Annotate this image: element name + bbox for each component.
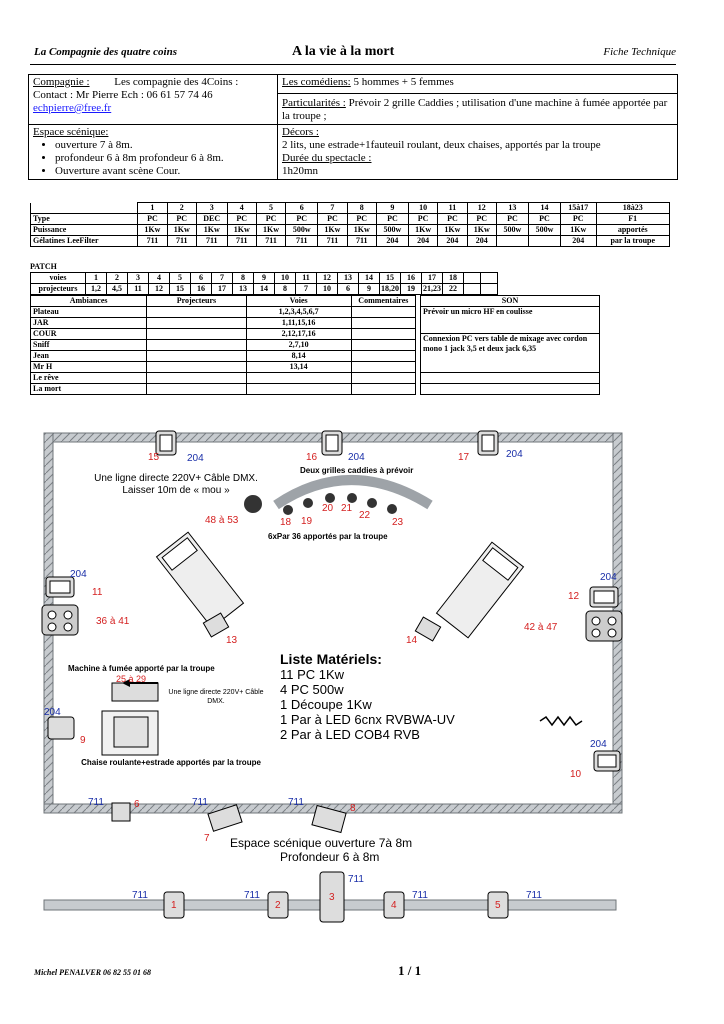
materiel-list bbox=[280, 652, 455, 742]
table-cell: 1Kw bbox=[561, 225, 596, 236]
row-label: Type bbox=[31, 214, 138, 225]
decors-value: 2 lits, une estrade+1fauteuil roulant, deux chaises, apportés par la troupe bbox=[282, 139, 601, 151]
range-36-label: 36 à 41 bbox=[96, 616, 130, 627]
espace-item: • Ouverture avant scène Cour. bbox=[55, 165, 273, 178]
table-cell: 7 bbox=[212, 273, 233, 284]
projectors-table bbox=[30, 202, 670, 247]
ambiances-table bbox=[30, 295, 416, 395]
machine-text: Machine à fumée apporté par la troupe bbox=[68, 664, 215, 673]
table-cell: 500w bbox=[286, 225, 318, 236]
par36-text: 6xPar 36 apportés par la troupe bbox=[268, 532, 388, 541]
duree-value: 1h20mn bbox=[282, 165, 319, 177]
table-cell bbox=[147, 362, 246, 373]
svg-text:23: 23 bbox=[392, 517, 404, 528]
ambiance-voies bbox=[246, 373, 351, 384]
table-row bbox=[31, 236, 670, 247]
patch-title: PATCH bbox=[30, 262, 57, 271]
spot-17 bbox=[478, 431, 498, 455]
table-cell: 1Kw bbox=[318, 225, 347, 236]
table-cell: 2 bbox=[107, 273, 128, 284]
table-row bbox=[31, 373, 416, 384]
table-cell: 711 bbox=[286, 236, 318, 247]
spot-14 bbox=[415, 617, 440, 641]
svg-text:10: 10 bbox=[570, 769, 582, 780]
table-cell: 10 bbox=[317, 284, 338, 295]
table-row bbox=[31, 340, 416, 351]
svg-text:6: 6 bbox=[134, 799, 140, 810]
table-cell: 204 bbox=[408, 236, 437, 247]
table-cell bbox=[528, 236, 560, 247]
ambiance-voies: 8,14 bbox=[246, 351, 351, 362]
comediens-cell bbox=[278, 75, 678, 125]
table-cell: 711 bbox=[318, 236, 347, 247]
espace-item: • ouverture 7 à 8m. bbox=[55, 139, 273, 152]
table-cell bbox=[481, 284, 498, 295]
table-cell: PC bbox=[227, 214, 256, 225]
table-cell: F1 bbox=[596, 214, 670, 225]
projector-number: 5 bbox=[256, 203, 285, 214]
table-cell: 3 bbox=[128, 273, 149, 284]
table-cell: 204 bbox=[438, 236, 467, 247]
range-48-label: 48 à 53 bbox=[205, 515, 239, 526]
ambiance-name: La mort bbox=[31, 384, 147, 395]
projector-number: 18à23 bbox=[596, 203, 670, 214]
column-header: Commentaires bbox=[351, 296, 415, 307]
svg-text:204: 204 bbox=[187, 453, 204, 464]
company-name: La Compagnie des quatre coins bbox=[34, 46, 178, 58]
projector-number: 13 bbox=[496, 203, 528, 214]
table-cell: 13 bbox=[233, 284, 254, 295]
table-cell: 711 bbox=[167, 236, 196, 247]
table-cell bbox=[147, 340, 246, 351]
spot-11 bbox=[46, 577, 74, 597]
table-cell: 19 bbox=[401, 284, 422, 295]
svg-text:5: 5 bbox=[495, 900, 501, 911]
table-cell: 5 bbox=[170, 273, 191, 284]
table-cell: 4,5 bbox=[107, 284, 128, 295]
svg-text:204: 204 bbox=[600, 572, 617, 583]
table-row bbox=[31, 362, 416, 373]
table-row bbox=[31, 329, 416, 340]
decors-cell bbox=[278, 125, 678, 180]
materiel-item: 1 Par à LED 6cnx RVBWA-UV bbox=[280, 712, 455, 727]
table-cell bbox=[351, 362, 415, 373]
ambiance-voies: 1,2,3,4,5,6,7 bbox=[246, 307, 351, 318]
table-cell: PC bbox=[408, 214, 437, 225]
table-cell: 6 bbox=[338, 284, 359, 295]
grilles-text: Deux grilles caddies à prévoir bbox=[300, 466, 414, 475]
table-cell: 500w bbox=[528, 225, 560, 236]
svg-text:711: 711 bbox=[288, 797, 304, 808]
table-cell: 1Kw bbox=[196, 225, 227, 236]
corner-cell bbox=[31, 203, 138, 214]
table-cell: 1Kw bbox=[138, 225, 167, 236]
son-empty bbox=[421, 384, 600, 395]
table-cell: 16 bbox=[401, 273, 422, 284]
table-cell: 7 bbox=[296, 284, 317, 295]
table-cell: 11 bbox=[128, 284, 149, 295]
materiel-item: 2 Par à LED COB4 RVB bbox=[280, 727, 420, 742]
table-cell: 10 bbox=[275, 273, 296, 284]
particularites-label: Particularités : bbox=[282, 97, 346, 109]
table-cell: 15 bbox=[170, 284, 191, 295]
svg-text:18: 18 bbox=[280, 517, 292, 528]
table-cell bbox=[147, 307, 246, 318]
ambiance-name: Jean bbox=[31, 351, 147, 362]
svg-text:15: 15 bbox=[148, 452, 160, 463]
table-cell: 1Kw bbox=[408, 225, 437, 236]
table-cell: 12 bbox=[149, 284, 170, 295]
led-fixture bbox=[244, 495, 262, 513]
doc-type: Fiche Technique bbox=[603, 46, 676, 58]
fog-machine bbox=[112, 683, 158, 701]
table-cell: 500w bbox=[496, 225, 528, 236]
table-cell: DEC bbox=[196, 214, 227, 225]
table-cell bbox=[351, 373, 415, 384]
svg-text:711: 711 bbox=[348, 874, 364, 885]
projector-number: 14 bbox=[528, 203, 560, 214]
svg-text:711: 711 bbox=[88, 797, 104, 808]
son-line2: Connexion PC vers table de mixage avec cordon mono 1 jack 3,5 et deux jack 6,35 bbox=[421, 334, 600, 373]
table-cell: 17 bbox=[212, 284, 233, 295]
table-row bbox=[31, 203, 670, 214]
svg-text:13: 13 bbox=[226, 635, 238, 646]
svg-text:204: 204 bbox=[348, 452, 365, 463]
ligne-directe-text: Une ligne directe 220V+ Câble DMX. Laisser 10m de « mou » bbox=[94, 473, 258, 496]
table-cell: 22 bbox=[443, 284, 464, 295]
table-cell bbox=[351, 318, 415, 329]
table-row bbox=[31, 296, 416, 307]
spot-12 bbox=[590, 587, 618, 607]
table-cell: 18,20 bbox=[381, 284, 399, 293]
table-cell: 12 bbox=[317, 273, 338, 284]
projector-number: 4 bbox=[227, 203, 256, 214]
column-header: Voies bbox=[246, 296, 351, 307]
svg-text:711: 711 bbox=[412, 890, 428, 901]
svg-text:9: 9 bbox=[80, 735, 86, 746]
table-cell: PC bbox=[347, 214, 376, 225]
son-empty bbox=[421, 373, 600, 384]
table-cell: 204 bbox=[561, 236, 596, 247]
table-cell: 204 bbox=[376, 236, 408, 247]
spot-10 bbox=[594, 751, 620, 771]
led-cob-left bbox=[42, 605, 78, 635]
table-cell: 711 bbox=[256, 236, 285, 247]
projector-number: 6 bbox=[286, 203, 318, 214]
table-cell bbox=[147, 351, 246, 362]
compagnie-label: Compagnie : bbox=[33, 76, 90, 88]
table-cell: PC bbox=[318, 214, 347, 225]
projector-number: 3 bbox=[196, 203, 227, 214]
svg-text:17: 17 bbox=[458, 452, 470, 463]
profondeur-text: Profondeur 6 à 8m bbox=[280, 850, 380, 864]
table-cell bbox=[351, 340, 415, 351]
table-cell: PC bbox=[138, 214, 167, 225]
ambiance-name: Sniff bbox=[31, 340, 147, 351]
table-cell: PC bbox=[496, 214, 528, 225]
table-cell: PC bbox=[528, 214, 560, 225]
page-number: 1 / 1 bbox=[398, 963, 422, 978]
compagnie-value: Les compagnie des 4Coins : bbox=[114, 76, 239, 88]
column-header: Projecteurs bbox=[147, 296, 246, 307]
svg-text:204: 204 bbox=[44, 707, 61, 718]
svg-text:204: 204 bbox=[506, 449, 523, 460]
materiel-title: Liste Matériels: bbox=[280, 651, 382, 667]
espace-label: Espace scénique: bbox=[33, 126, 109, 138]
ambiance-voies: 2,12,17,16 bbox=[246, 329, 351, 340]
table-row bbox=[31, 384, 416, 395]
estrade bbox=[102, 711, 158, 755]
column-header: Ambiances bbox=[31, 296, 147, 307]
table-cell: apportés bbox=[596, 225, 670, 236]
svg-text:20: 20 bbox=[322, 503, 334, 514]
table-cell: 711 bbox=[227, 236, 256, 247]
svg-text:711: 711 bbox=[244, 890, 260, 901]
header-divider bbox=[30, 64, 676, 65]
bed-right bbox=[437, 542, 524, 638]
table-cell bbox=[147, 318, 246, 329]
table-cell: 17 bbox=[422, 273, 443, 284]
ambiance-name: Mr H bbox=[31, 362, 147, 373]
svg-text:711: 711 bbox=[192, 797, 208, 808]
show-title: A la vie à la mort bbox=[292, 44, 395, 59]
materiel-item: 1 Découpe 1Kw bbox=[280, 697, 372, 712]
decors-label: Décors : bbox=[282, 126, 319, 138]
svg-text:14: 14 bbox=[406, 635, 418, 646]
duree-label: Durée du spectacle : bbox=[282, 152, 372, 164]
table-cell bbox=[147, 384, 246, 395]
svg-text:204: 204 bbox=[590, 739, 607, 750]
table-cell: 8 bbox=[275, 284, 296, 295]
svg-text:711: 711 bbox=[132, 890, 148, 901]
table-cell: 500w bbox=[376, 225, 408, 236]
comediens-label: Les comédiens: bbox=[282, 76, 351, 88]
row-label: Gélatines LeeFilter bbox=[31, 236, 138, 247]
son-header: SON bbox=[421, 296, 600, 307]
table-cell bbox=[464, 284, 481, 295]
table-cell: 1Kw bbox=[256, 225, 285, 236]
table-cell: 21,23 bbox=[423, 284, 441, 293]
table-cell: PC bbox=[467, 214, 496, 225]
table-cell: PC bbox=[438, 214, 467, 225]
table-cell bbox=[351, 384, 415, 395]
table-row bbox=[31, 307, 416, 318]
projector-number: 8 bbox=[347, 203, 376, 214]
table-cell: 1Kw bbox=[467, 225, 496, 236]
svg-text:1: 1 bbox=[171, 900, 177, 911]
espace-list bbox=[33, 139, 273, 178]
table-cell bbox=[351, 351, 415, 362]
materiel-item: 11 PC 1Kw bbox=[280, 667, 345, 682]
son-line1: Prévoir un micro HF en coulisse bbox=[421, 307, 600, 334]
table-row bbox=[31, 284, 498, 295]
table-cell: 1Kw bbox=[347, 225, 376, 236]
projector-number: 1 bbox=[138, 203, 167, 214]
svg-text:711: 711 bbox=[526, 890, 542, 901]
projector-number: 7 bbox=[318, 203, 347, 214]
table-cell: 711 bbox=[347, 236, 376, 247]
svg-text:7: 7 bbox=[204, 833, 210, 844]
patch-table bbox=[30, 272, 498, 295]
ambiance-voies: 1,11,15,16 bbox=[246, 318, 351, 329]
table-cell: 18 bbox=[443, 273, 464, 284]
ambiance-voies: 2,7,10 bbox=[246, 340, 351, 351]
email-link[interactable]: echpierre@free.fr bbox=[33, 102, 112, 114]
svg-text:21: 21 bbox=[341, 503, 353, 514]
table-cell: 14 bbox=[359, 273, 380, 284]
materiel-item: 4 PC 500w bbox=[280, 682, 344, 697]
projector-number: 15à17 bbox=[561, 203, 596, 214]
table-cell bbox=[481, 273, 498, 284]
table-cell: PC bbox=[286, 214, 318, 225]
table-cell: 1 bbox=[86, 273, 107, 284]
table-cell: 1Kw bbox=[167, 225, 196, 236]
svg-text:16: 16 bbox=[306, 452, 318, 463]
row-label: projecteurs bbox=[31, 284, 86, 295]
spot-6 bbox=[112, 803, 130, 821]
svg-text:12: 12 bbox=[568, 591, 580, 602]
table-row bbox=[31, 273, 498, 284]
table-cell: PC bbox=[256, 214, 285, 225]
projector-number: 10 bbox=[408, 203, 437, 214]
svg-text:2: 2 bbox=[275, 900, 281, 911]
son-table bbox=[420, 295, 600, 395]
table-cell bbox=[147, 329, 246, 340]
svg-text:4: 4 bbox=[391, 900, 397, 911]
particularites-value: Prévoir 2 grille Caddies ; utilisation d'une machine à fumée apportée par la troupe ; bbox=[282, 97, 668, 122]
spot-16 bbox=[322, 431, 342, 455]
compagnie-cell bbox=[29, 75, 278, 125]
projector-number: 9 bbox=[376, 203, 408, 214]
bed-left bbox=[157, 532, 244, 628]
ambiance-voies: 13,14 bbox=[246, 362, 351, 373]
front-truss bbox=[30, 868, 630, 928]
table-cell: PC bbox=[167, 214, 196, 225]
table-cell: 15 bbox=[380, 273, 401, 284]
info-table bbox=[28, 74, 678, 180]
ligne2-text: Une ligne directe 220V+ Câble DMX. bbox=[168, 689, 264, 705]
led-cob-right bbox=[586, 611, 622, 641]
projector-number: 12 bbox=[467, 203, 496, 214]
table-cell: 14 bbox=[254, 284, 275, 295]
espace-cell bbox=[29, 125, 278, 180]
svg-text:19: 19 bbox=[301, 516, 313, 527]
table-cell: 1Kw bbox=[227, 225, 256, 236]
ambiance-name: Plateau bbox=[31, 307, 147, 318]
svg-text:3: 3 bbox=[329, 892, 335, 903]
table-row bbox=[31, 351, 416, 362]
table-cell: 16 bbox=[191, 284, 212, 295]
table-cell: 11 bbox=[296, 273, 317, 284]
ambiance-name: COUR bbox=[31, 329, 147, 340]
contact-text: Contact : Mr Pierre Ech : 06 61 57 74 46 bbox=[33, 89, 213, 101]
table-cell: 204 bbox=[467, 236, 496, 247]
row-label: Puissance bbox=[31, 225, 138, 236]
range-25-label: 25 à 29 bbox=[116, 674, 147, 684]
table-cell: 6 bbox=[191, 273, 212, 284]
cable-icon bbox=[540, 717, 582, 725]
table-cell: 13 bbox=[338, 273, 359, 284]
table-cell: PC bbox=[561, 214, 596, 225]
table-cell: par la troupe bbox=[596, 236, 670, 247]
row-label: voies bbox=[31, 273, 86, 284]
range-42-label: 42 à 47 bbox=[524, 622, 558, 633]
svg-text:22: 22 bbox=[359, 510, 371, 521]
table-cell bbox=[351, 329, 415, 340]
svg-text:8: 8 bbox=[350, 803, 356, 814]
table-cell bbox=[496, 236, 528, 247]
projector-number: 2 bbox=[167, 203, 196, 214]
svg-text:204: 204 bbox=[70, 569, 87, 580]
table-cell bbox=[351, 307, 415, 318]
table-cell bbox=[147, 373, 246, 384]
espace-text: Espace scénique ouverture 7à 8m bbox=[230, 836, 413, 850]
comediens-value: 5 hommes + 5 femmes bbox=[353, 76, 454, 88]
table-row bbox=[31, 318, 416, 329]
table-cell: 1,2 bbox=[86, 284, 107, 295]
table-cell bbox=[464, 273, 481, 284]
espace-item: • profondeur 6 à 8m profondeur 6 à 8m. bbox=[55, 152, 273, 165]
table-row bbox=[31, 214, 670, 225]
table-cell: 8 bbox=[233, 273, 254, 284]
table-row bbox=[31, 225, 670, 236]
table-cell: 4 bbox=[149, 273, 170, 284]
table-cell: 9 bbox=[359, 284, 380, 295]
table-cell: 711 bbox=[138, 236, 167, 247]
footer-author: Michel PENALVER 06 82 55 01 68 bbox=[34, 968, 152, 977]
svg-text:11: 11 bbox=[92, 587, 103, 598]
spot-9 bbox=[48, 717, 74, 739]
table-cell: 1Kw bbox=[438, 225, 467, 236]
ambiance-name: Le rêve bbox=[31, 373, 147, 384]
table-cell: PC bbox=[376, 214, 408, 225]
projector-number: 11 bbox=[438, 203, 467, 214]
ambiance-name: JAR bbox=[31, 318, 147, 329]
ambiance-voies bbox=[246, 384, 351, 395]
table-cell: 711 bbox=[196, 236, 227, 247]
table-cell: 9 bbox=[254, 273, 275, 284]
chaise-text: Chaise roulante+estrade apportés par la troupe bbox=[81, 758, 261, 767]
